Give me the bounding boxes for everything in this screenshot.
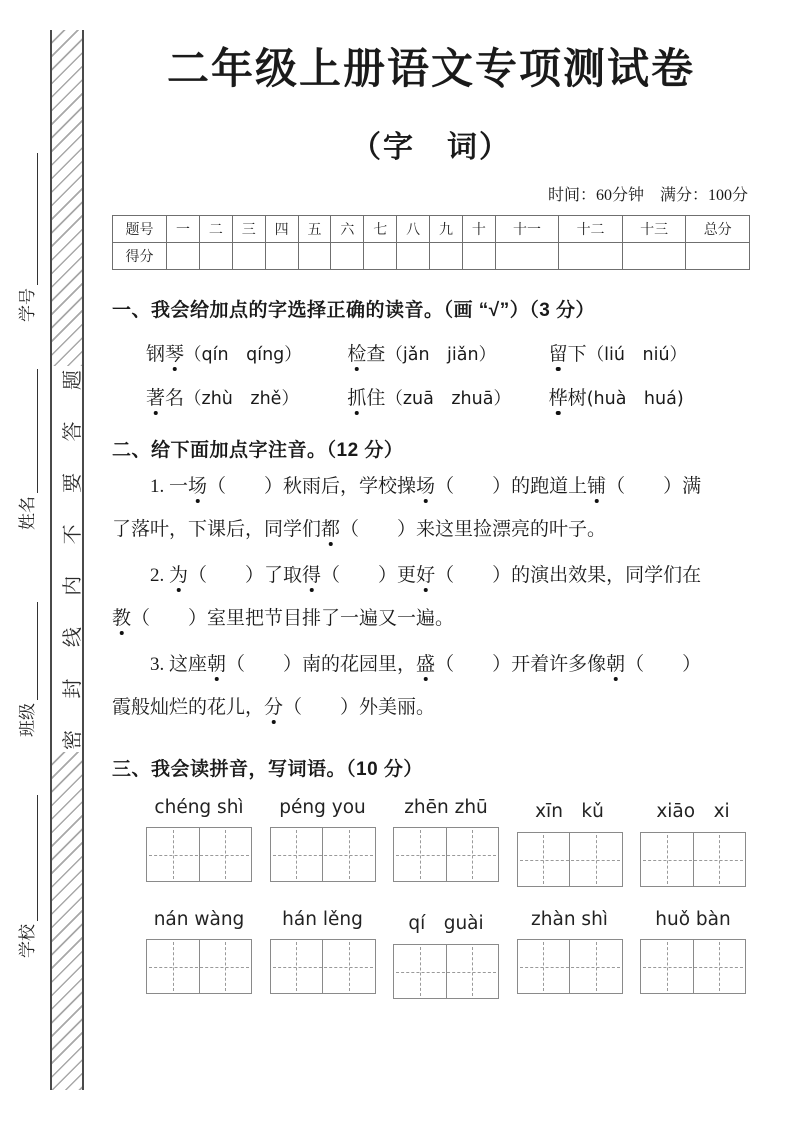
score-value-row: [113, 243, 750, 270]
word-block: [517, 909, 623, 999]
pinyin-label: zhàn shì: [531, 909, 608, 930]
score-header-cell: 四: [265, 216, 298, 243]
text-run: （ ）开着许多像: [435, 654, 607, 675]
grid-cell[interactable]: [447, 828, 499, 881]
score-header-cell: 二: [199, 216, 232, 243]
grid-cell[interactable]: [394, 828, 447, 881]
text-run: （ ）来这里捡漂亮的叶子。: [340, 519, 607, 540]
score-header-cell: 三: [232, 216, 265, 243]
grid-cell[interactable]: [323, 940, 375, 993]
text-run: （ ）秋雨后，学校操: [207, 476, 417, 497]
text-run: 树: [567, 388, 587, 409]
word-block: [146, 797, 252, 887]
word-row-2: [112, 909, 750, 999]
section3-heading: 三、我会读拼音，写词语。（10 分）: [112, 759, 423, 780]
answer-grid[interactable]: [517, 939, 623, 994]
grid-cell[interactable]: [694, 833, 746, 886]
score-header-cell: 题号: [113, 216, 167, 243]
grid-cell[interactable]: [147, 828, 200, 881]
word-row-1: [112, 797, 750, 887]
text-run: （ ）的演出效果，同学们在: [435, 565, 702, 586]
score-header-cell: 十: [462, 216, 495, 243]
dotted-char: 教: [112, 608, 132, 629]
label-school: [14, 795, 38, 958]
text-run: 查: [366, 344, 386, 365]
score-cell[interactable]: [167, 243, 200, 270]
text-run: （ ）外美丽。: [283, 697, 436, 718]
dotted-char: 盛: [416, 654, 436, 675]
score-cell[interactable]: [430, 243, 463, 270]
score-header-cell: 九: [430, 216, 463, 243]
grid-cell[interactable]: [271, 828, 324, 881]
seal-char: 要: [62, 472, 84, 493]
pinyin-choice-item[interactable]: [549, 383, 750, 410]
section2-heading: 二、给下面加点字注音。（12 分）: [112, 440, 404, 461]
sentence-line: [112, 465, 750, 508]
grid-cell[interactable]: [200, 940, 252, 993]
pinyin-label: qí guài: [408, 913, 484, 934]
score-cell[interactable]: [686, 243, 750, 270]
grid-cell[interactable]: [447, 945, 499, 998]
score-cell[interactable]: [199, 243, 232, 270]
answer-grid[interactable]: [640, 939, 746, 994]
dotted-char: 场: [416, 476, 436, 497]
grid-cell[interactable]: [271, 940, 324, 993]
answer-grid[interactable]: [393, 944, 499, 999]
score-header-cell: 七: [364, 216, 397, 243]
dotted-char: 朝: [606, 654, 626, 675]
grid-cell[interactable]: [147, 940, 200, 993]
score-header-cell: 六: [331, 216, 364, 243]
pinyin-choice-item[interactable]: [146, 339, 347, 366]
blank-line[interactable]: [22, 369, 38, 493]
text-run: 了落叶，下课后，同学们: [112, 519, 322, 540]
score-header-row: [113, 216, 750, 243]
dotted-char: 分: [264, 697, 284, 718]
page-title: 二年级上册语文专项测试卷: [166, 47, 695, 93]
score-header-cell: 五: [298, 216, 331, 243]
answer-grid[interactable]: [270, 827, 376, 882]
score-header-cell: 十二: [559, 216, 623, 243]
dotted-char: 都: [321, 519, 341, 540]
dotted-char: 抓: [347, 388, 367, 409]
pinyin-label: nán wàng: [153, 909, 245, 930]
score-cell[interactable]: [298, 243, 331, 270]
sentence-line: [112, 597, 750, 640]
score-table: [112, 215, 750, 270]
grid-cell[interactable]: [518, 940, 571, 993]
sentence-2: [112, 554, 750, 640]
dotted-char: 留: [548, 344, 568, 365]
text-run: （ ）满: [606, 476, 702, 497]
label-text: 学校: [18, 924, 37, 958]
seal-hatch-bottom: [52, 752, 82, 1090]
text-run: 3. 这座: [150, 654, 208, 675]
word-block: [640, 797, 746, 887]
section1-heading: 一、我会给加点的字选择正确的读音。（画 “√”）（3 分）: [112, 300, 596, 321]
pinyin-options: （zhù zhě）: [184, 389, 299, 409]
pinyin-choice-item[interactable]: [347, 339, 548, 366]
text-run: 钢: [146, 344, 166, 365]
blank-line[interactable]: [22, 602, 38, 700]
grid-cell[interactable]: [323, 828, 375, 881]
grid-cell[interactable]: [641, 833, 694, 886]
grid-cell[interactable]: [394, 945, 447, 998]
dotted-char: 检: [347, 344, 367, 365]
pinyin-label: xīn kǔ: [535, 801, 604, 822]
seal-char: 题: [62, 370, 84, 391]
pinyin-options: (huà huá): [586, 389, 684, 409]
score-cell[interactable]: [265, 243, 298, 270]
pinyin-options: （liú niú）: [586, 345, 688, 365]
word-block: [146, 909, 252, 999]
seal-band: [50, 30, 84, 1090]
score-cell[interactable]: [232, 243, 265, 270]
seal-hatch-top: [52, 30, 82, 366]
answer-grid[interactable]: [270, 939, 376, 994]
answer-grid[interactable]: [640, 832, 746, 887]
pinyin-label: péng you: [279, 797, 366, 818]
sentence-line: [112, 643, 750, 686]
pinyin-label: hán lěng: [282, 909, 363, 930]
pinyin-options: （zuā zhuā）: [385, 389, 511, 409]
dotted-char: 为: [169, 565, 189, 586]
text-run: 1. 一: [150, 476, 189, 497]
seal-char: 答: [62, 421, 84, 442]
answer-grid[interactable]: [146, 827, 252, 882]
seal-char: 线: [62, 627, 84, 648]
score-cell[interactable]: [397, 243, 430, 270]
label-student-id: [14, 153, 38, 322]
seal-char: 内: [62, 575, 84, 596]
sentence-line: [112, 554, 750, 597]
answer-grid[interactable]: [146, 939, 252, 994]
pinyin-choice-item[interactable]: [347, 383, 548, 410]
word-block: [517, 797, 623, 887]
score-cell[interactable]: [462, 243, 495, 270]
dotted-char: 琴: [165, 344, 185, 365]
score-header-cell: 八: [397, 216, 430, 243]
label-text: 班级: [18, 703, 37, 737]
word-block: [270, 797, 376, 887]
seal-char: 不: [62, 524, 84, 545]
dotted-char: 场: [188, 476, 208, 497]
pinyin-label: huǒ bàn: [655, 909, 731, 930]
score-header-cell: 总分: [686, 216, 750, 243]
sentence-line: [112, 508, 750, 551]
answer-grid[interactable]: [517, 832, 623, 887]
text-run: （ ）室里把节目排了一遍又一遍。: [131, 608, 455, 629]
grid-cell[interactable]: [694, 940, 746, 993]
seal-char: 封: [62, 678, 84, 699]
score-cell[interactable]: [559, 243, 623, 270]
score-row-label: 得分: [113, 243, 167, 270]
dotted-char: 朝: [207, 654, 227, 675]
pinyin-options: （qín qíng）: [184, 345, 302, 365]
label-text: 学号: [18, 288, 37, 322]
text-run: （ ）更: [321, 565, 417, 586]
text-run: （ ）了取: [188, 565, 303, 586]
exam-meta: 时间：60分钟 满分：100分: [547, 187, 748, 204]
dotted-char: 著: [146, 388, 166, 409]
text-run: （ ）的跑道上: [435, 476, 588, 497]
grid-cell[interactable]: [518, 833, 571, 886]
word-block: [393, 797, 499, 887]
pinyin-label: xiāo xi: [656, 801, 730, 822]
page-subtitle: （字 词）: [351, 131, 511, 164]
blank-line[interactable]: [22, 795, 38, 921]
score-cell[interactable]: [622, 243, 686, 270]
main-content: [112, 0, 750, 999]
text-run: （ ）: [625, 654, 702, 675]
label-name: [14, 369, 38, 530]
section1-row: [112, 339, 750, 366]
dotted-char: 得: [302, 565, 322, 586]
text-run: 名: [165, 388, 185, 409]
pinyin-choice-item[interactable]: [146, 383, 347, 410]
grid-cell[interactable]: [641, 940, 694, 993]
answer-grid[interactable]: [393, 827, 499, 882]
pinyin-label: chéng shì: [154, 797, 244, 818]
grid-cell[interactable]: [570, 940, 622, 993]
score-cell[interactable]: [364, 243, 397, 270]
score-cell[interactable]: [331, 243, 364, 270]
score-header-cell: 十三: [622, 216, 686, 243]
word-block: [270, 909, 376, 999]
seal-text: [56, 370, 85, 750]
text-run: 2.: [150, 565, 169, 586]
pinyin-choice-item[interactable]: [549, 339, 750, 366]
score-header-cell: 十一: [495, 216, 559, 243]
word-block: [640, 909, 746, 999]
section1-row: [112, 383, 750, 410]
grid-cell[interactable]: [570, 833, 622, 886]
sentence-1: [112, 465, 750, 551]
grid-cell[interactable]: [200, 828, 252, 881]
text-run: 住: [366, 388, 386, 409]
dotted-char: 好: [416, 565, 436, 586]
sentence-3: [112, 643, 750, 729]
text-run: 霞般灿烂的花儿，: [112, 697, 265, 718]
sentence-line: [112, 686, 750, 729]
label-class: [14, 602, 38, 737]
pinyin-options: （jǎn jiǎn）: [385, 345, 497, 365]
seal-text-wrap: [52, 366, 82, 752]
seal-char: 密: [62, 730, 84, 750]
score-cell[interactable]: [495, 243, 559, 270]
blank-line[interactable]: [22, 153, 38, 285]
dotted-char: 铺: [587, 476, 607, 497]
text-run: 下: [567, 344, 587, 365]
label-text: 姓名: [18, 496, 37, 530]
dotted-char: 桦: [548, 388, 568, 409]
pinyin-label: zhēn zhū: [404, 797, 488, 818]
score-header-cell: 一: [167, 216, 200, 243]
text-run: （ ）南的花园里，: [226, 654, 417, 675]
word-block: [393, 909, 499, 999]
